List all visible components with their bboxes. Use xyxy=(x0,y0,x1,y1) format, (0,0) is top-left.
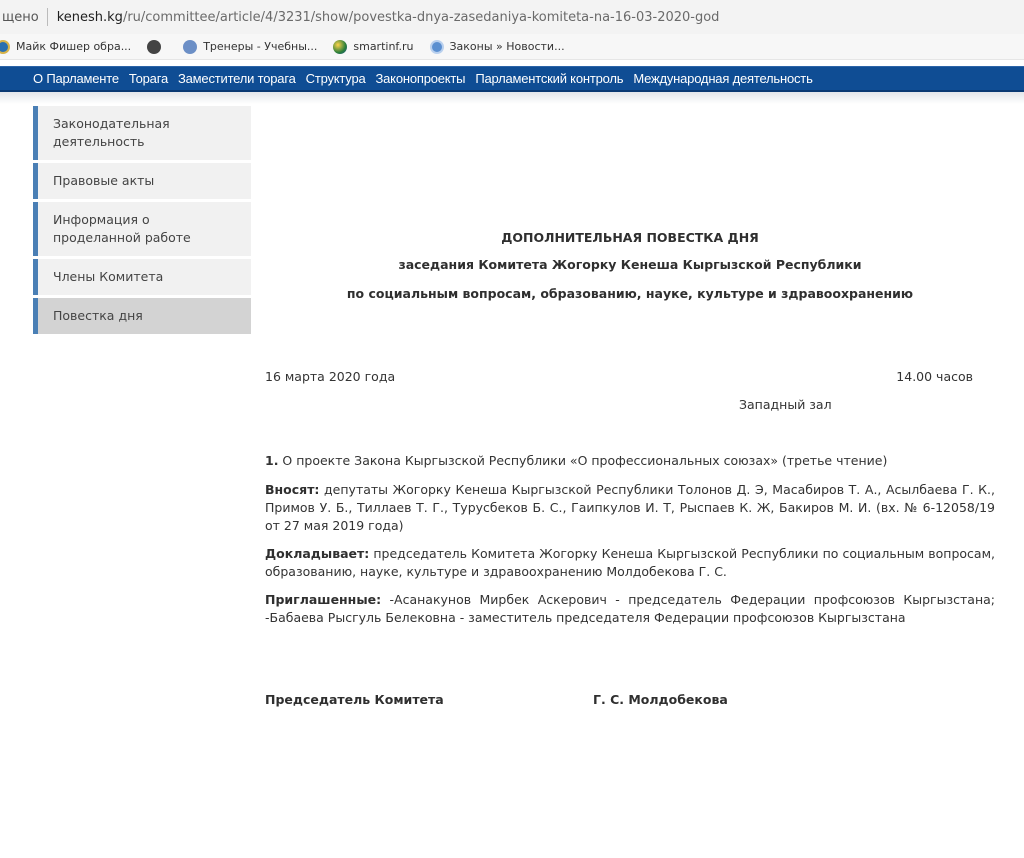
meeting-hall: Западный зал xyxy=(739,397,832,412)
sidebar-item-work-info[interactable]: Информация о проделанной работе xyxy=(33,202,251,256)
agenda-item-1 xyxy=(265,453,995,468)
smartinf-icon xyxy=(333,40,347,54)
invited xyxy=(265,591,995,627)
nav-item-parliament[interactable]: О Парламенте xyxy=(33,71,119,86)
mike-icon xyxy=(0,40,10,54)
globe-icon xyxy=(147,40,161,54)
laws-icon xyxy=(430,40,444,54)
nav-item-toraga[interactable]: Торага xyxy=(128,71,168,86)
signer-role: Председатель Комитета xyxy=(265,692,444,707)
meeting-time: 14.00 часов xyxy=(896,369,973,384)
bookmarks-bar xyxy=(0,34,1024,60)
nav-shadow xyxy=(0,92,1024,104)
item-number: 1. xyxy=(265,453,279,468)
nav-item-structure[interactable]: Структура xyxy=(305,71,366,86)
nav-item-control[interactable]: Парламентский контроль xyxy=(475,71,624,86)
nav-item-deputies[interactable]: Заместители торага xyxy=(178,71,296,86)
bank-icon xyxy=(183,40,197,54)
subtitle-topics: по социальным вопросам, образованию, науке, культуре и здравоохранению xyxy=(346,286,914,301)
address-divider xyxy=(47,8,48,26)
reporter xyxy=(265,545,995,581)
bookmark-mike-fisher[interactable] xyxy=(0,40,131,54)
url-host[interactable]: kenesh.kg xyxy=(56,9,123,25)
sidebar-item-agenda[interactable]: Повестка дня xyxy=(33,298,251,334)
sidebar-item-legal-acts[interactable]: Правовые акты xyxy=(33,163,251,199)
bookmark-trenery[interactable] xyxy=(183,40,317,54)
meeting-date: 16 марта 2020 года xyxy=(265,369,396,384)
subtitle-committee: заседания Комитета Жогорку Кенеша Кыргызской Республики xyxy=(398,257,862,272)
reporter-label: Докладывает: xyxy=(265,546,370,561)
main-nav xyxy=(0,66,1024,92)
submitted-by-label: Вносят: xyxy=(265,482,320,497)
security-label: щено xyxy=(2,9,39,25)
url-path[interactable]: /ru/committee/article/4/3231/show/povestka-dnya-zasedaniya-komiteta-na-16-03-2020-god xyxy=(122,9,720,25)
nav-item-bills[interactable]: Законопроекты xyxy=(375,71,466,86)
nav-item-international[interactable]: Международная деятельность xyxy=(633,71,813,86)
sidebar-item-legislative[interactable]: Законодательная деятельность xyxy=(33,106,251,160)
address-bar[interactable] xyxy=(0,0,1024,34)
signer-name: Г. С. Молдобекова xyxy=(593,692,728,707)
item-text: О проекте Закона Кыргызской Республики «О профессиональных союзах» (третье чтение) xyxy=(278,453,888,468)
page-title: ДОПОЛНИТЕЛЬНАЯ ПОВЕСТКА ДНЯ xyxy=(501,230,759,245)
invited-text: -Асанакунов Мирбек Аскерович - председатель Федерации профсоюзов Кыргызстана; -Бабаева Рысгуль Белековна - заместитель председателя Федерации профсоюзов Кыргызстана xyxy=(265,592,995,625)
sidebar xyxy=(33,106,251,337)
bookmark-label: Законы » Новости... xyxy=(449,40,565,53)
bookmark-label: smartinf.ru xyxy=(353,40,414,53)
bookmark-label: Майк Фишер обра... xyxy=(16,40,132,53)
reporter-text: председатель Комитета Жогорку Кенеша Кыргызской Республики по социальным вопросам, образованию, науке, культуре и здравоохранению Молдобекова Г. С. xyxy=(265,546,995,579)
invited-label: Приглашенные: xyxy=(265,592,382,607)
bookmark-globe[interactable] xyxy=(147,40,167,54)
bookmark-smartinf[interactable] xyxy=(333,40,413,54)
submitted-by xyxy=(265,481,995,535)
sidebar-item-members[interactable]: Члены Комитета xyxy=(33,259,251,295)
submitted-by-text: депутаты Жогорку Кенеша Кыргызской Республики Толонов Д. Э, Масабиров Т. А., Асылбаева Г. К., Примов У. Б., Тиллаев Т. Г., Турусбеков Б. С., Гаипкулов И. Т, Рыспаев К. Ж, Бакиров М. И. (вх. № 6-12058/19 от 27 мая 2019 года) xyxy=(265,482,995,533)
bookmark-label: Тренеры - Учебны... xyxy=(203,40,318,53)
bookmark-laws[interactable] xyxy=(430,40,565,54)
